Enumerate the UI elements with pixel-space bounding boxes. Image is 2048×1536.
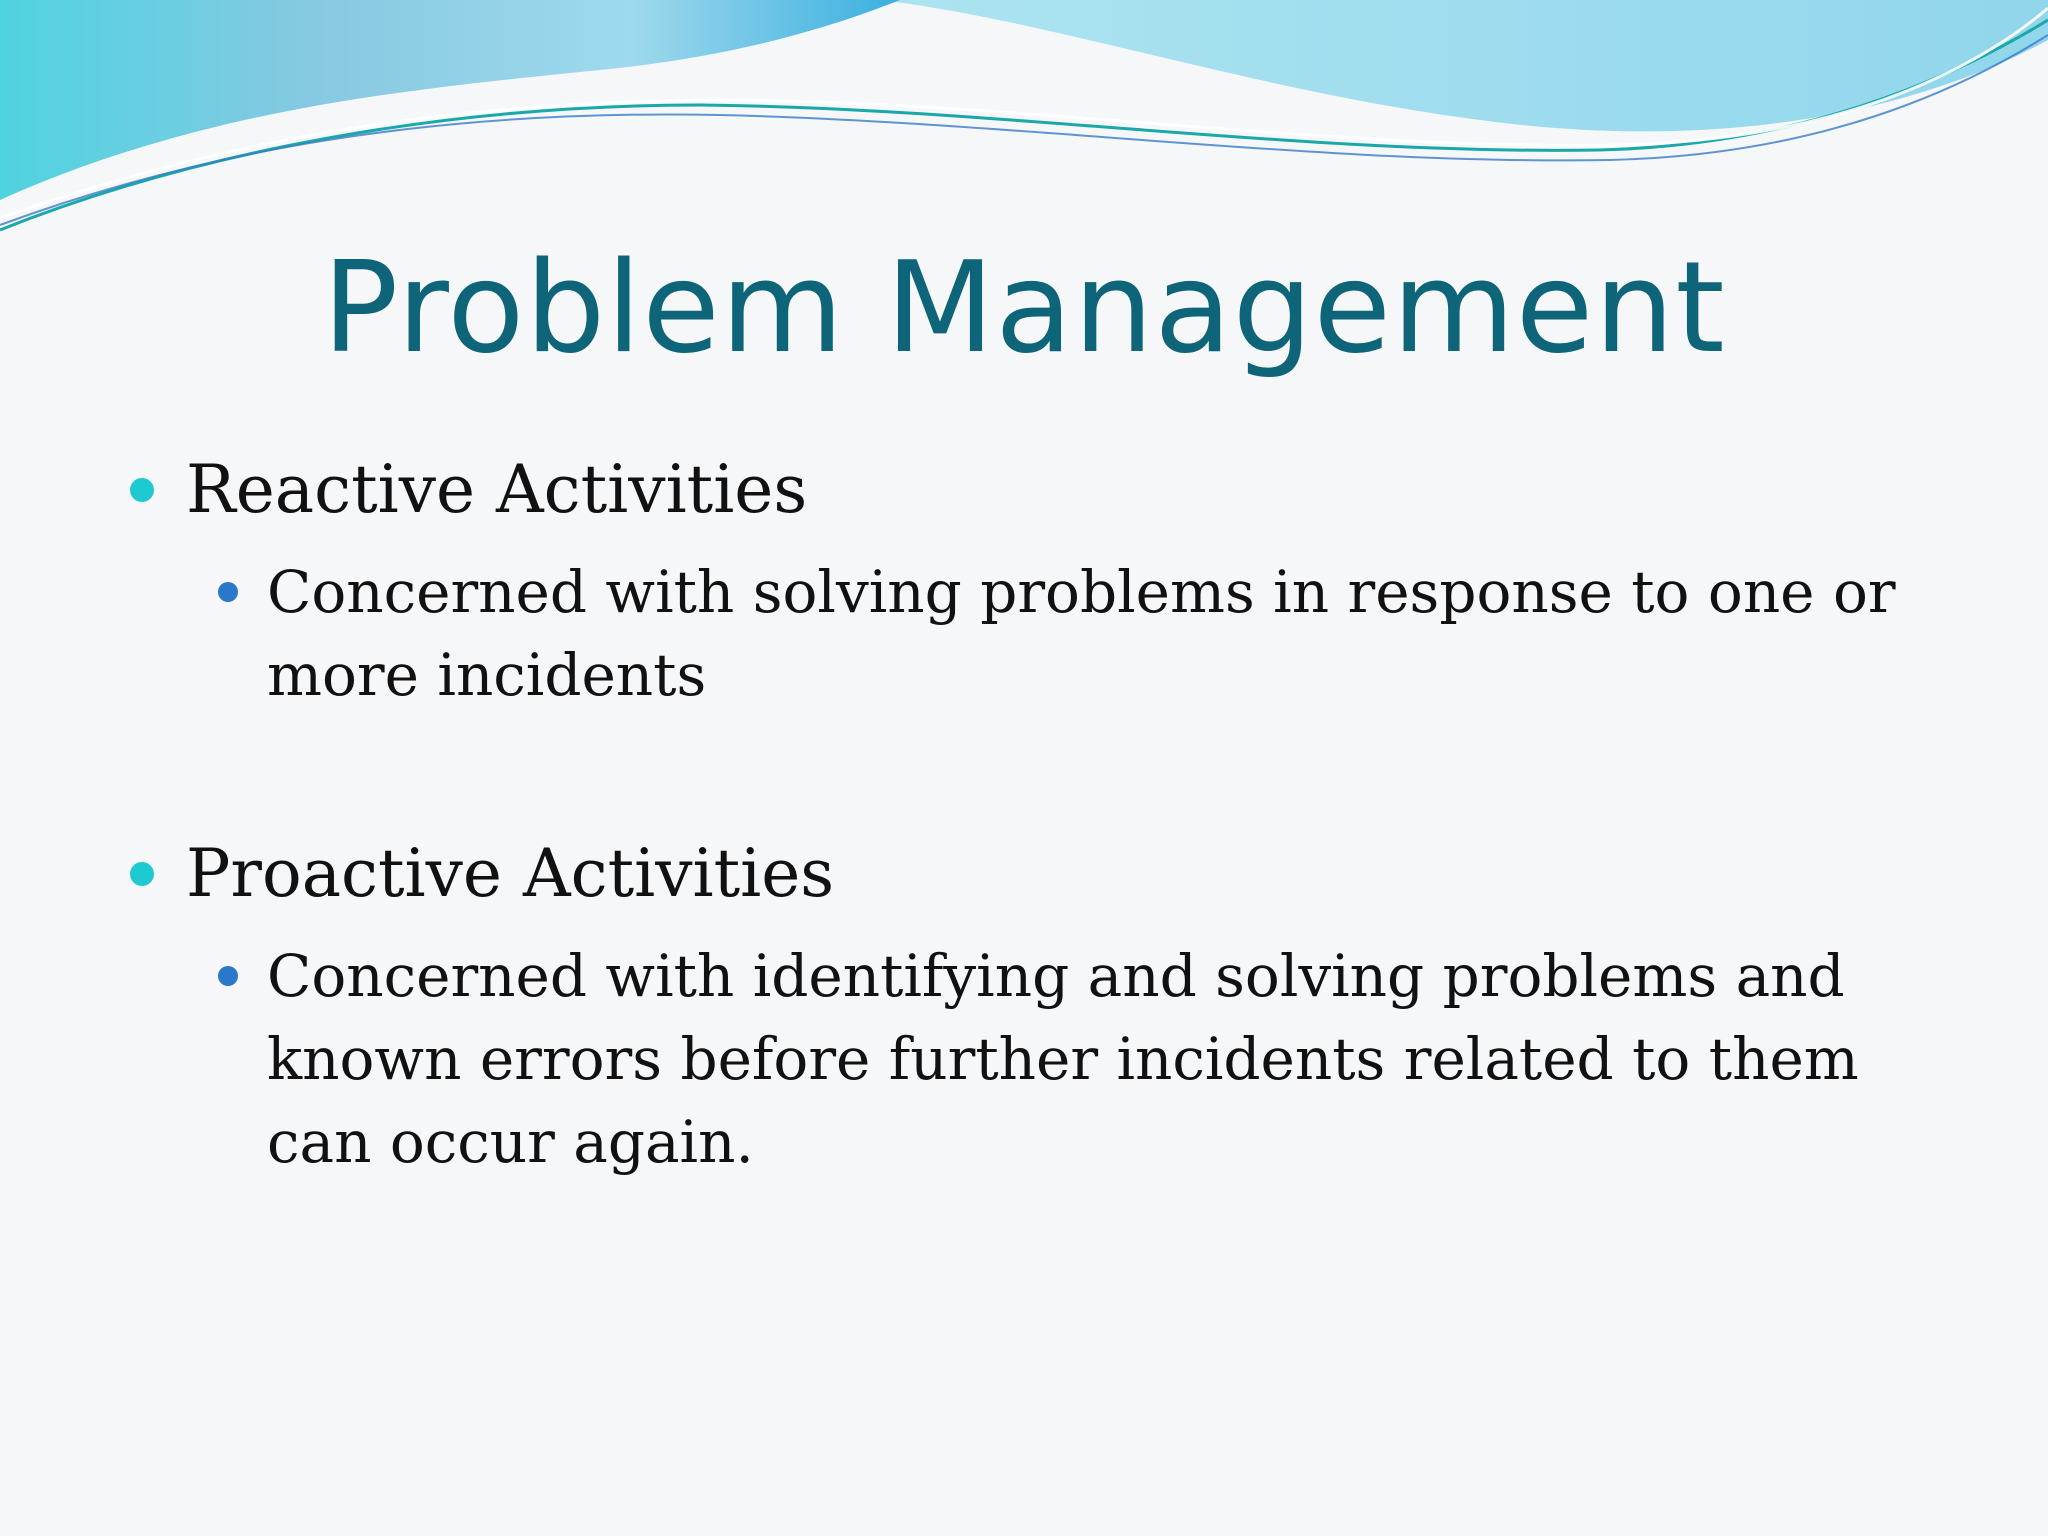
bullet-item-proactive: Proactive Activities bbox=[186, 835, 835, 912]
bullet-item-reactive: Reactive Activities bbox=[186, 451, 808, 528]
header-wave-decoration bbox=[0, 0, 2048, 260]
sub-bullet-dot-icon bbox=[218, 582, 238, 602]
sub-bullet-reactive-description: Concerned with solving problems in response to one or more incidents bbox=[267, 558, 1896, 709]
slide-title: Problem Management bbox=[322, 234, 1726, 381]
sub-bullet-dot-icon bbox=[218, 966, 238, 986]
bullet-dot-icon bbox=[130, 478, 154, 502]
sub-bullet-proactive-description: Concerned with identifying and solving problems and known errors before further incidents related to them can occur again. bbox=[267, 942, 1859, 1176]
bullet-dot-icon bbox=[130, 862, 154, 886]
